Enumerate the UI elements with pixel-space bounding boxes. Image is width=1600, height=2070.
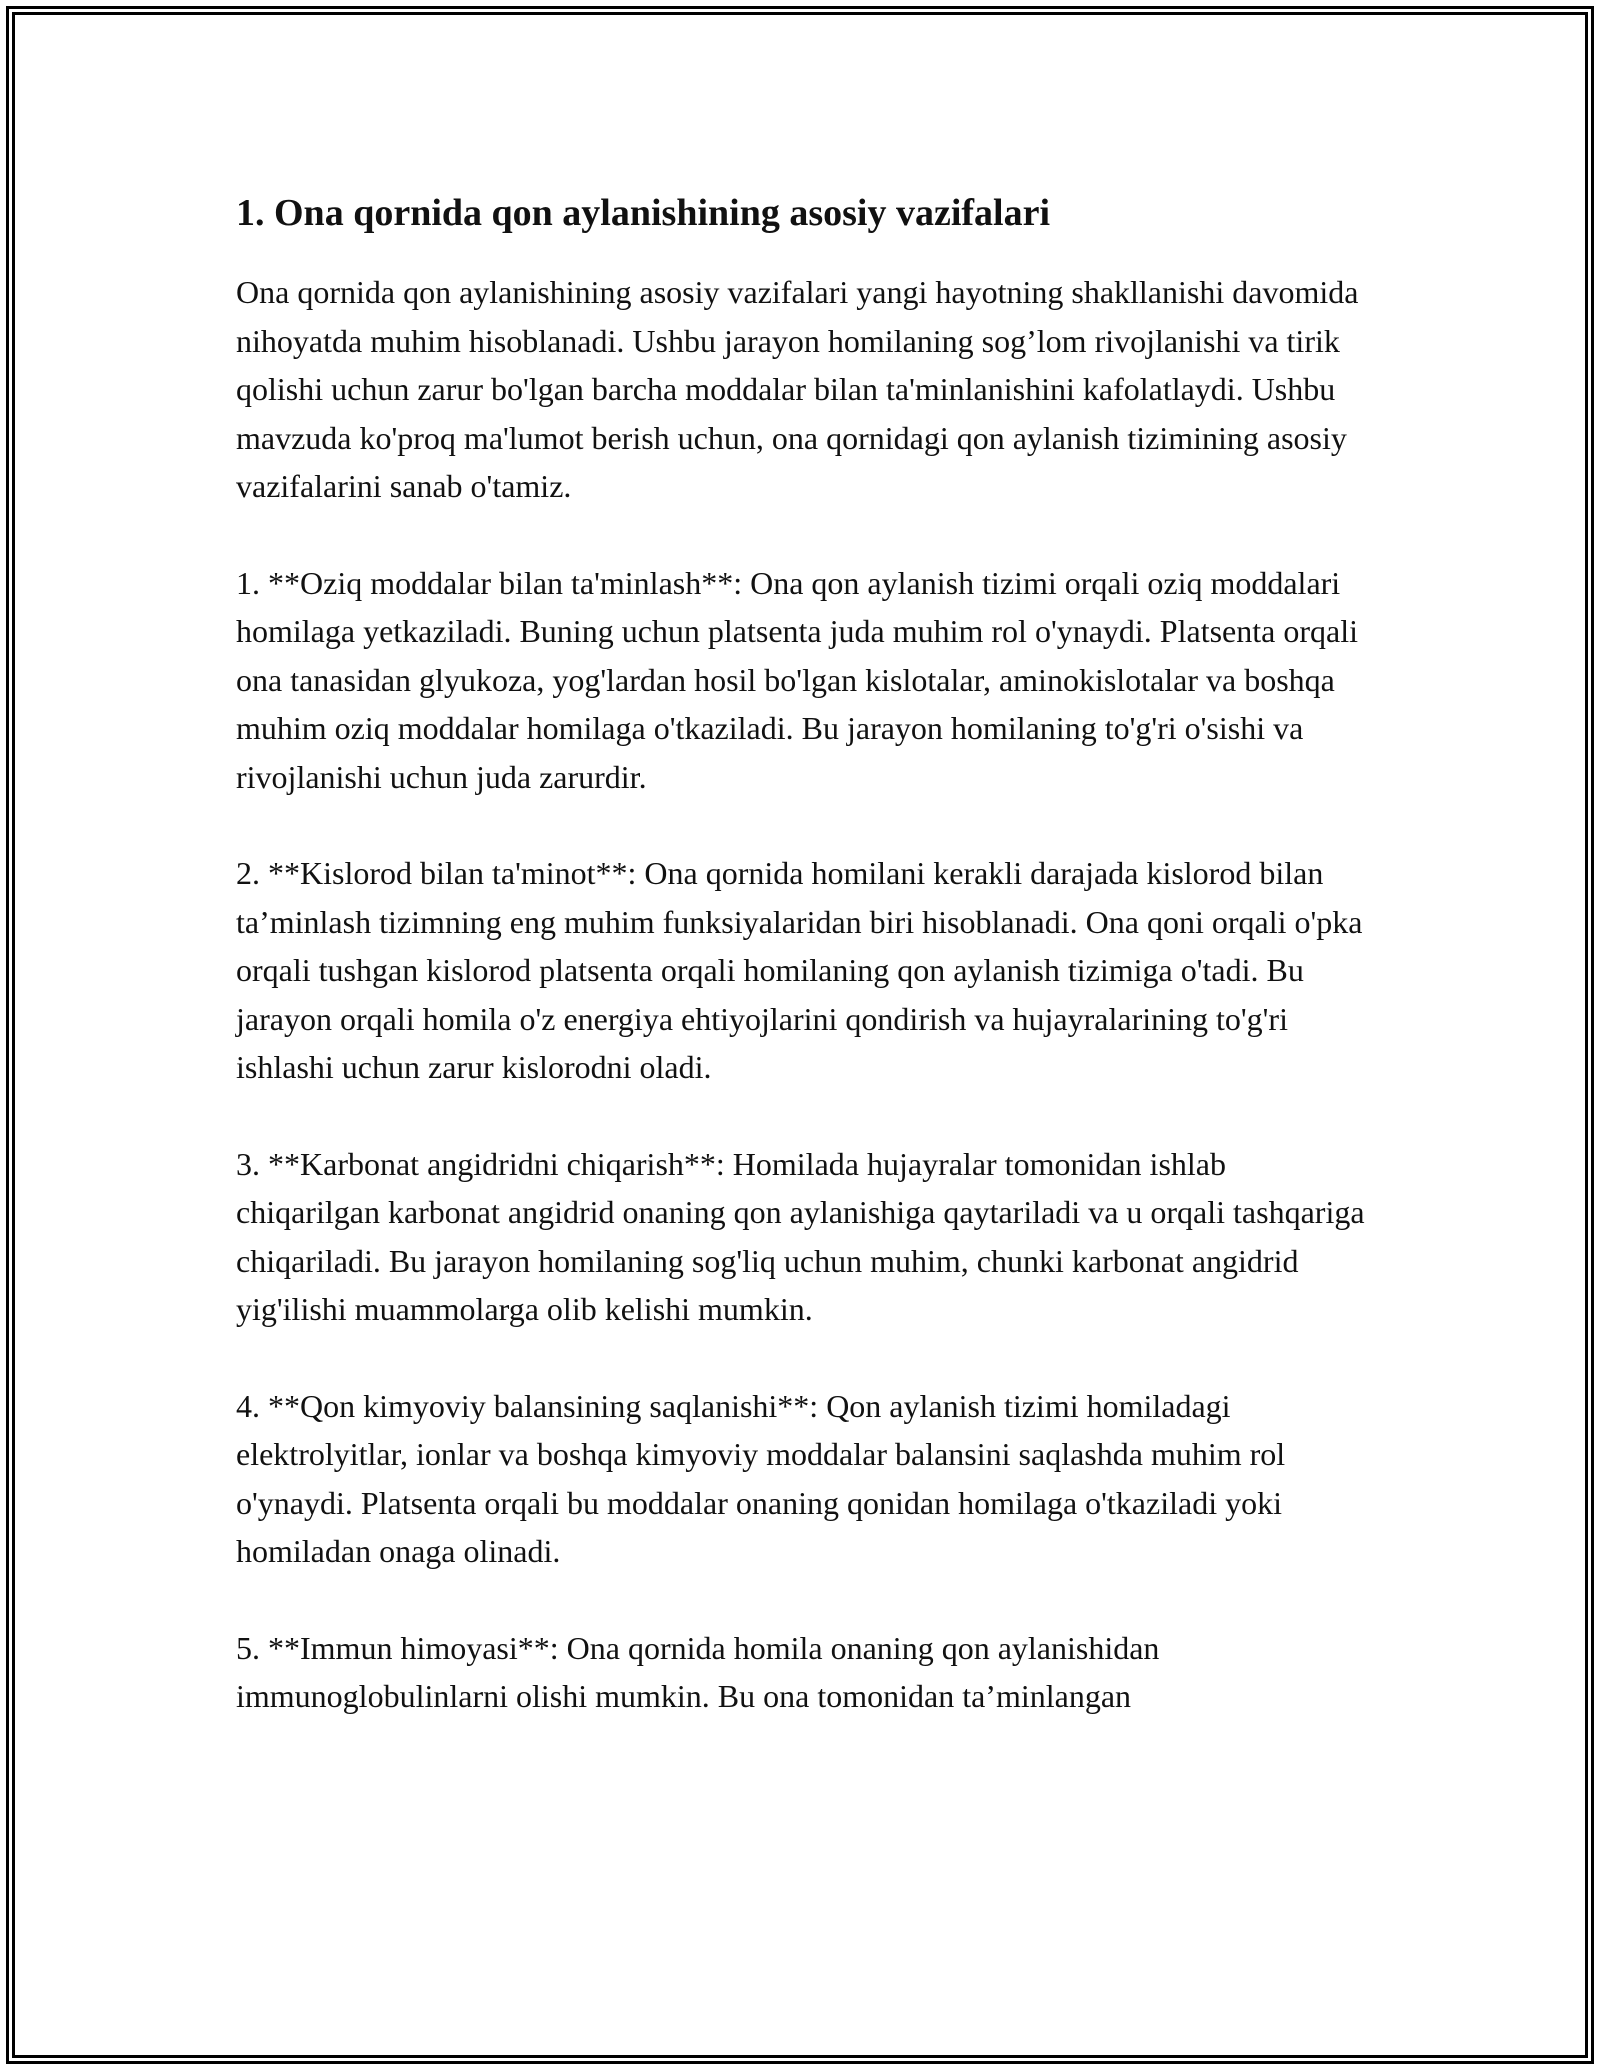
document-body [236,186,1372,1769]
paragraph-nutrients: 1. **Oziq moddalar bilan ta'minlash**: Ona qon aylanish tizimi orqali oziq moddalari homilaga yetkaziladi. Buning uchun platsenta juda muhim rol o'ynaydi. Platsenta orqali ona tanasidan glyukoza, yog'lardan hosil bo'lgan kislotalar, aminokislotalar va boshqa muhim oziq moddalar homilaga o'tkaziladi. Bu jarayon homilaning to'g'ri o'sishi va rivojlanishi uchun juda zarurdir. [236,564,1358,795]
intro-paragraph: Ona qornida qon aylanishining asosiy vazifalari yangi hayotning shakllanishi davomida nihoyatda muhim hisoblanadi. Ushbu jarayon homilaning sog’lom rivojlanishi va tirik qolishi uchun zarur bo'lgan barcha moddalar bilan ta'minlanishini kafolatlaydi. Ushbu mavzuda ko'proq ma'lumot berish uchun, ona qornidagi qon aylanish tizimining asosiy vazifalarini sanab o'tamiz. [236,274,1359,504]
paragraph-immune: 5. **Immun himoyasi**: Ona qornida homila onaning qon aylanishidan immunoglobulinlarni olishi mumkin. Bu ona tomonidan ta’minlangan [236,1629,1160,1714]
paragraph-oxygen: 2. **Kislorod bilan ta'minot**: Ona qornida homilani kerakli darajada kislorod bilan ta’minlash tizimning eng muhim funksiyalaridan biri hisoblanadi. Ona qoni orqali o'pka orqali tushgan kislorod platsenta orqali homilaning qon aylanish tizimiga o'tadi. Bu jarayon orqali homila o'z energiya ehtiyojlarini qondirish va hujayralarining to'g'ri ishlashi uchun zarur kislorodni oladi. [236,855,1363,1085]
paragraph-chemical-balance: 4. **Qon kimyoviy balansining saqlanishi**: Qon aylanish tizimi homiladagi elektrolyitlar, ionlar va boshqa kimyoviy moddalar balansini saqlashda muhim rol o'ynaydi. Platsenta orqali bu moddalar onaning qonidan homilaga o'tkaziladi yoki homiladan onaga olinadi. [236,1387,1286,1569]
paragraph-carbon-dioxide: 3. **Karbonat angidridni chiqarish**: Homilada hujayralar tomonidan ishlab chiqarilgan karbonat angidrid onaning qon aylanishiga qaytariladi va u orqali tashqariga chiqariladi. Bu jarayon homilaning sog'liq uchun muhim, chunki karbonat angidrid yig'ilishi muammolarga olib kelishi mumkin. [236,1145,1365,1327]
section-heading: 1. Ona qornida qon aylanishining asosiy vazifalari [236,192,1051,234]
